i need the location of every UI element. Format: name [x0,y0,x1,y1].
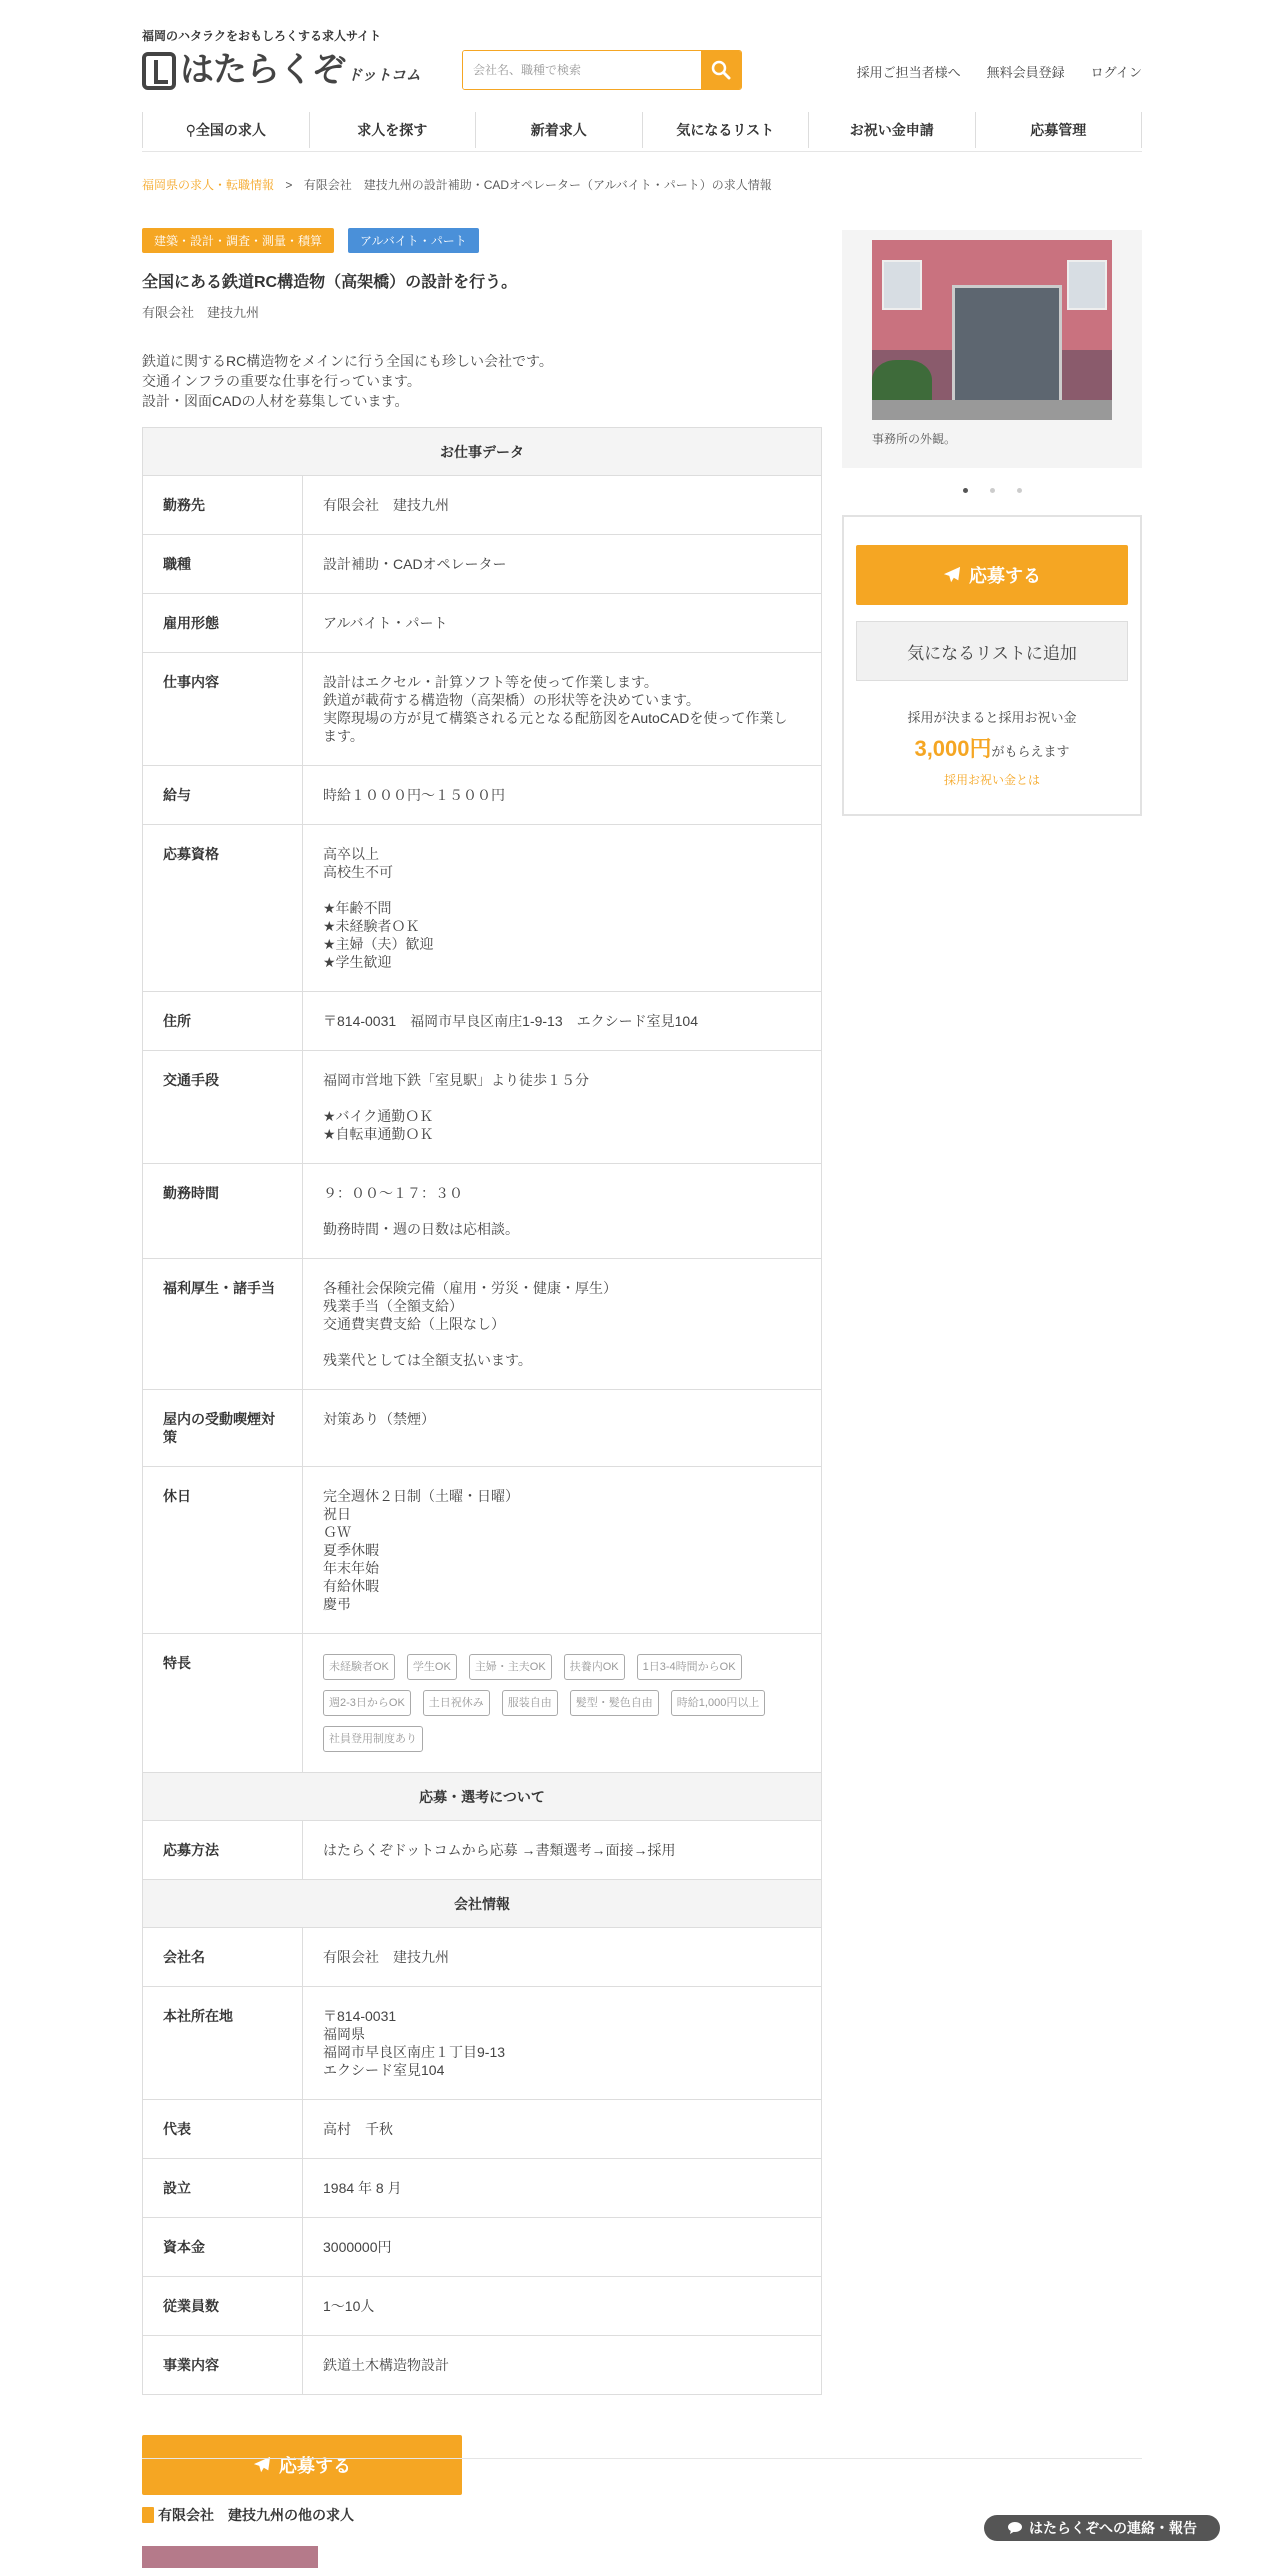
divider [142,2458,1142,2459]
row-value: 各種社会保険完備（雇用・労災・健康・厚生） 残業手当（全額支給） 交通費実費支給（上限なし） 残業代としては全額支払います。 [323,1280,617,1368]
job-tags [142,228,822,253]
table-row [143,992,821,1051]
row-value: 高村 千秋 [323,2121,393,2137]
row-value: 有限会社 建技九州 [323,1949,449,1965]
feature-badge: 未経験者OK [323,1654,395,1680]
breadcrumb [142,176,772,193]
bonus-amount: 3,000円 [914,736,992,761]
breadcrumb-sep: > [285,178,293,192]
job-detail-table [142,427,822,2395]
row-label: 休日 [143,1467,303,1633]
breadcrumb-link[interactable]: 福岡県の求人・転職情報 [142,178,275,192]
table-row [143,1051,821,1164]
feature-badges [323,1654,801,1752]
row-label: 屋内の受動喫煙対策 [143,1390,303,1466]
row-label: 資本金 [143,2218,303,2276]
other-job-thumbnail[interactable] [142,2546,318,2568]
add-favorite-button[interactable]: 気になるリストに追加 [856,621,1128,681]
table-row [143,2100,821,2159]
paper-plane-icon [943,566,961,584]
table-row [143,535,821,594]
feature-badge: 週2-3日からOK [323,1690,411,1716]
row-value: 〒814-0031 福岡市早良区南庄1-9-13 エクシード室見104 [323,1013,698,1029]
site-header [142,0,1142,152]
row-label: 勤務先 [143,476,303,534]
table-row [143,476,821,535]
row-value: 設計補助・CADオペレーター [323,556,507,572]
apply-button[interactable] [856,545,1128,605]
row-value: ９：００～１７：３０ 勤務時間・週の日数は応相談。 [323,1185,519,1237]
row-value: はたらくぞドットコムから応募 →書類選考→面接→採用 [323,1842,676,1858]
row-label: 代表 [143,2100,303,2158]
row-label: 設立 [143,2159,303,2217]
site-logo[interactable] [142,46,421,90]
nav-item-search-jobs[interactable]: 求人を探す [310,112,477,148]
category-tag[interactable]: 建築・設計・調査・測量・積算 [142,228,334,253]
row-label: 交通手段 [143,1051,303,1163]
slider-dot[interactable] [990,488,995,493]
row-value: 設計はエクセル・計算ソフト等を使って作業します。 鉄道が載荷する構造物（高架橋）の形状等を決めています。 実際現場の方が見て構築される元となる配筋図をAutoCADを使って作業します。 [323,674,788,744]
bonus-text-2: がもらえます [991,744,1070,759]
row-label: 職種 [143,535,303,593]
photo-caption: 事務所の外観。 [872,432,957,446]
feature-badge: 服装自由 [502,1690,558,1716]
table-row [143,1259,821,1390]
row-label: 給与 [143,766,303,824]
table-row [143,594,821,653]
nav-item-favorites[interactable]: 気になるリスト [643,112,810,148]
table-row [143,825,821,992]
register-link[interactable]: 無料会員登録 [986,65,1065,80]
row-value: 有限会社 建技九州 [323,497,449,513]
row-value: 高卒以上 高校生不可 ★年齢不問 ★未経験者ＯＫ ★主婦（夫）歓迎 ★学生歓迎 [323,846,434,970]
nav-label: 全国の求人 [195,122,266,138]
employment-tag[interactable]: アルバイト・パート [348,228,479,253]
feature-badge: 土日祝休み [423,1690,490,1716]
logo-sub: ドットコム [347,67,421,84]
row-label: 応募方法 [143,1821,303,1879]
nav-item-applications[interactable]: 応募管理 [976,112,1143,148]
table-row [143,1164,821,1259]
feature-badge: 1日3-4時間からOK [637,1654,742,1680]
row-label: 仕事内容 [143,653,303,765]
row-value: 1984 年 8 月 [323,2180,402,2196]
section-header-job-data: お仕事データ [143,428,821,476]
office-photo[interactable] [872,240,1112,420]
other-jobs-title: 有限会社 建技九州の他の求人 [158,2507,354,2523]
row-label: 雇用形態 [143,594,303,652]
table-row [143,1467,821,1634]
row-value: 3000000円 [323,2239,392,2255]
row-value: 〒814-0031 福岡県 福岡市早良区南庄１丁目9-13 エクシード室見104 [323,2008,506,2078]
nav-item-new-jobs[interactable]: 新着求人 [476,112,643,148]
row-value: 時給１０００円～１５００円 [323,787,505,803]
table-row [143,2159,821,2218]
table-row [143,1821,821,1880]
contact-label: はたらくぞへの連絡・報告 [1029,2520,1197,2536]
table-row [143,1390,821,1467]
feature-badge: 学生OK [407,1654,457,1680]
apply-button-bottom[interactable] [142,2435,462,2495]
table-row [143,766,821,825]
row-label: 特長 [143,1634,303,1772]
feature-badge: 扶養内OK [564,1654,625,1680]
nav-item-bonus[interactable]: お祝い金申請 [809,112,976,148]
feature-badge: 社員登用制度あり [323,1726,423,1752]
logo-text: はたらくぞ [180,51,345,89]
breadcrumb-current: 有限会社 建技九州の設計補助・CADオペレーター（アルバイト・パート）の求人情報 [303,178,772,192]
job-title: 全国にある鉄道RC構造物（高架橋）の設計を行う。 [142,274,518,291]
table-row [143,2277,821,2336]
bonus-text: 採用が決まると採用お祝い金 [907,710,1077,725]
row-label: 住所 [143,992,303,1050]
row-label: 従業員数 [143,2277,303,2335]
bonus-info [856,707,1128,788]
apply-label: 応募する [969,566,1041,586]
table-row [143,1987,821,2100]
row-label: 会社名 [143,1928,303,1986]
row-value: 鉄道土木構造物設計 [323,2357,449,2373]
recruiter-link[interactable]: 採用ご担当者様へ [856,65,961,80]
section-header-selection: 応募・選考について [143,1773,821,1821]
global-nav [142,112,1142,148]
job-intro: 鉄道に関するRC構造物をメインに行う全国にも珍しい会社です。 交通インフラの重要な仕事を行っています。 設計・図面CADの人材を募集しています。 [142,353,553,409]
table-row [143,2218,821,2277]
job-main [142,228,822,2495]
bonus-link[interactable]: 採用お祝い金とは [943,773,1040,787]
row-label: 勤務時間 [143,1164,303,1258]
search-button[interactable] [701,51,741,89]
other-jobs-heading [142,2505,354,2525]
table-row [143,2336,821,2395]
row-value: アルバイト・パート [323,615,448,631]
apply-label: 応募する [279,2456,351,2476]
company-name: 有限会社 建技九州 [142,305,260,320]
table-row [143,653,821,766]
row-label: 福利厚生・諸手当 [143,1259,303,1389]
search-box [462,50,742,90]
feature-badge: 時給1,000円以上 [671,1690,766,1716]
row-value: 1～10人 [323,2298,375,2314]
row-label: 応募資格 [143,825,303,991]
sidebar [842,230,1142,816]
chat-bubble-icon [1007,2521,1023,2535]
row-value: 完全週休２日制（土曜・日曜） 祝日 ＧＷ 夏季休暇 年末年始 有給休暇 慶弔 [323,1488,519,1612]
map-pin-icon: ⚲ [185,122,196,138]
row-value: 対策あり（禁煙） [323,1411,435,1427]
login-link[interactable]: ログイン [1090,65,1142,80]
table-row [143,1928,821,1987]
nav-item-nationwide[interactable] [143,112,310,148]
search-input[interactable] [463,51,701,89]
slider-dots [842,488,1142,493]
slider-dot[interactable] [1017,488,1022,493]
site-tagline: 福岡のハタラクをおもしろくする求人サイト [142,29,382,43]
section-header-company: 会社情報 [143,1880,821,1928]
row-label: 事業内容 [143,2336,303,2394]
building-icon [142,2507,154,2523]
slider-dot[interactable] [963,488,968,493]
feature-badge: 主婦・主夫OK [469,1654,552,1680]
contact-report-button[interactable] [984,2515,1220,2541]
row-value: 福岡市営地下鉄「室見駅」より徒歩１５分 ★バイク通勤ＯＫ ★自転車通勤ＯＫ [323,1072,589,1142]
search-icon [711,60,731,80]
table-row [143,1634,821,1773]
row-value [303,1634,821,1772]
logo-mark-icon [142,52,176,90]
row-label: 本社所在地 [143,1987,303,2099]
apply-box [842,515,1142,816]
photo-slider [842,230,1142,468]
feature-badge: 髪型・髪色自由 [570,1690,659,1716]
top-links [857,62,1142,81]
